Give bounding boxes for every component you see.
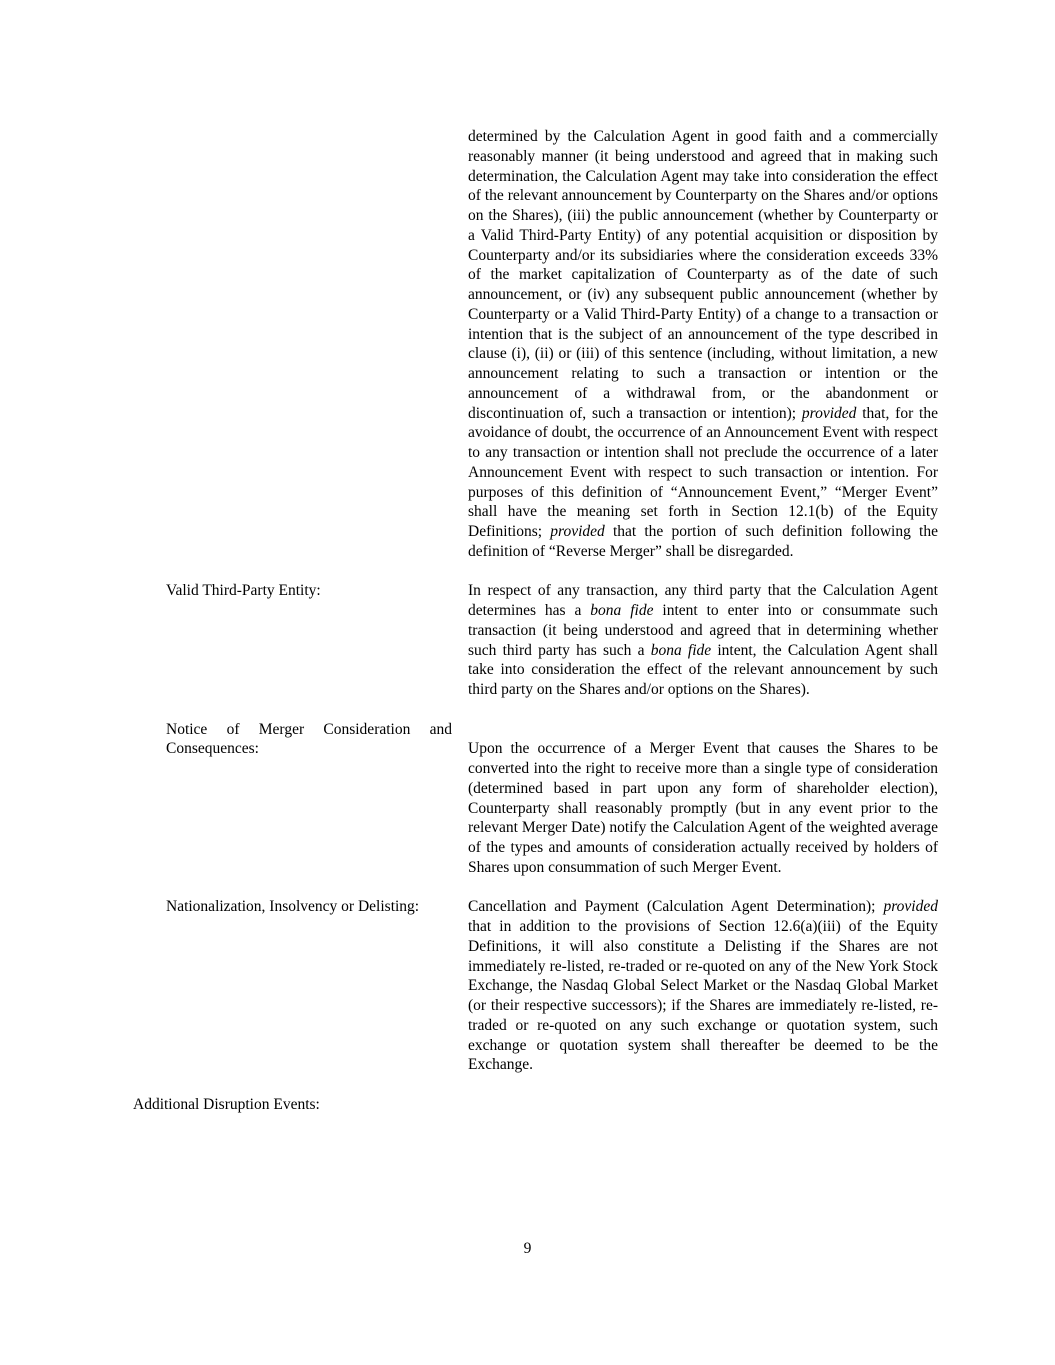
- term-label-additional-disruption-events: Additional Disruption Events:: [133, 1095, 320, 1113]
- term-label-valid-third-party-entity: Valid Third-Party Entity:: [166, 582, 321, 600]
- page-number: 9: [523, 1240, 532, 1257]
- text-run: that in addition to the provisions of Section 12.6(a)(iii) of the Equity Definitions, it will also constitute a Delisting if the Shares are not immediately re-listed, re-traded or re-quoted on any of the New York Stock Exchange, the Nasdaq Global Select Market or the Nasdaq Global Market (or their respective successors); if the Shares are immediately re-listed, re-traded or re-quoted on any such exchange or quotation system, such exchange or quotation system shall thereafter be deemed to be the Exchange.: [468, 918, 938, 1074]
- section-valid-third-party-entity: [0, 581, 1055, 700]
- text-run: Upon the occurrence of a Merger Event that causes the Shares to be converted into the right to receive more than a single type of consideration (determined based in part upon any form of shareholder election), Counterparty shall reasonably promptly (but in any event prior to the relevant Merger Date) notify the Calculation Agent of the weighted average of the types and amounts of consideration actually received by holders of Shares upon consummation of such Merger Event.: [468, 740, 938, 876]
- section-nationalization-insolvency-delisting: [0, 897, 1055, 1075]
- text-run: Cancellation and Payment (Calculation Agent Determination);: [468, 898, 884, 916]
- section-announcement-event-continuation: [0, 127, 1055, 562]
- text-run: determined by the Calculation Agent in good faith and a commercially reasonably manner (it being understood and agreed that in making such determination, the Calculation Agent may take into consideration the effect of the relevant announcement by Counterparty on the Shares and/or options on the Shares), (iii) the public announcement (whether by Counterparty or a Valid Third-Party Entity) of any potential acquisition or disposition by Counterparty and/or its subsidiaries where the consideration exceeds 33% of the market capitalization of Counterparty as of the date of such announcement, or (iv) any subsequent public announcement (whether by Counterparty or a Valid Third-Party Entity) of a change to a transaction or intention that is the subject of an announcement of the type described in clause (i), (ii) or (iii) of this sentence (including, without limitation, a new announcement relating to such a transaction or intention or the announcement of a withdrawal from, or the abandonment or discontinuation of, such a transaction or intention);: [468, 128, 938, 422]
- paragraph-announcement-event: [468, 127, 938, 562]
- text-run: intent, the Calculation Agent shall take into consideration the effect of the relevant announcement by such third party on the Shares and/or options on the Shares).: [468, 641, 938, 698]
- paragraph-nationalization-insolvency-delisting: [468, 897, 938, 1075]
- text-run: In respect of any transaction, any third party that the Calculation Agent determines has a: [468, 582, 938, 619]
- italic-text-run: bona fide: [590, 602, 654, 619]
- text-run: intent to enter into or consummate such transaction (it being understood and agreed that in determining whether such third party has such a: [468, 602, 939, 659]
- text-run: that, for the avoidance of doubt, the occurrence of an Announcement Event with respect to any transaction or intention shall not preclude the occurrence of a later Announcement Event with respect to such transaction or intention. For purposes of this definition of “Announcement Event,” “Merger Event” shall have the meaning set forth in Section 12.1(b) of the Equity Definitions;: [468, 404, 938, 540]
- text-run: that the portion of such definition following the definition of “Reverse Merger” shall be disregarded.: [468, 523, 938, 560]
- section-notice-of-merger-consideration: [0, 720, 1055, 878]
- italic-text-run: provided: [550, 523, 605, 540]
- paragraph-notice-of-merger-consideration: [468, 720, 938, 878]
- italic-text-run: provided: [883, 898, 938, 916]
- italic-text-run: provided: [801, 404, 857, 422]
- section-additional-disruption-events: [0, 1095, 1055, 1115]
- italic-text-run: bona fide: [650, 641, 712, 659]
- paragraph-valid-third-party-entity: [468, 581, 938, 700]
- term-label-nationalization-insolvency-delisting: Nationalization, Insolvency or Delisting:: [166, 898, 420, 916]
- term-label-notice-of-merger-consideration: Notice of Merger Consideration and Consequences:: [166, 720, 452, 758]
